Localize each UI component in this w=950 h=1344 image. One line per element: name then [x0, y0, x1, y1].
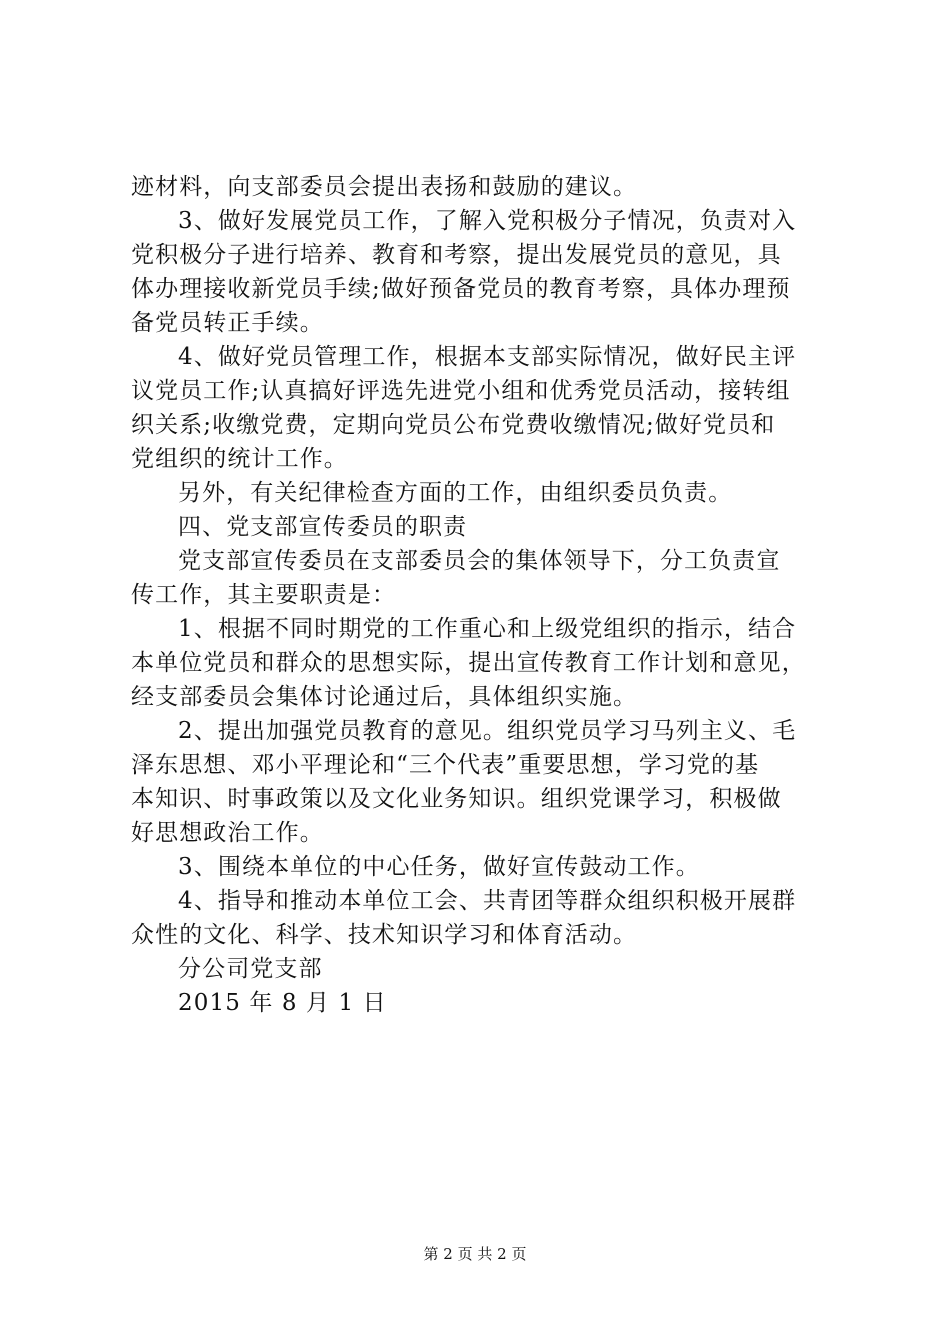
paragraph-line: 本单位党员和群众的思想实际，提出宣传教育工作计划和意见，	[131, 650, 806, 676]
paragraph-line: 议党员工作;认真搞好评选先进党小组和优秀党员活动，接转组	[131, 378, 791, 404]
paragraph-line: 3、做好发展党员工作，了解入党积极分子情况，负责对入	[178, 208, 797, 234]
signature-date: 2015 年 8 月 1 日	[178, 990, 387, 1016]
paragraph-line: 本知识、时事政策以及文化业务知识。组织党课学习，积极做	[131, 786, 782, 812]
paragraph-line: 经支部委员会集体讨论通过后，具体组织实施。	[131, 684, 638, 710]
paragraph-line: 党组织的统计工作。	[131, 446, 348, 472]
signature-organization: 分公司党支部	[178, 956, 323, 982]
paragraph-line: 3、围绕本单位的中心任务，做好宣传鼓动工作。	[178, 854, 700, 880]
paragraph-line: 迹材料，向支部委员会提出表扬和鼓励的建议。	[131, 174, 638, 200]
section-heading: 四、党支部宣传委员的职责	[178, 514, 468, 540]
paragraph-line: 2、提出加强党员教育的意见。组织党员学习马列主义、毛	[178, 718, 797, 744]
paragraph-line: 另外，有关纪律检查方面的工作，由组织委员负责。	[178, 480, 733, 506]
paragraph-line: 体办理接收新党员手续;做好预备党员的教育考察，具体办理预	[131, 276, 791, 302]
paragraph-line: 众性的文化、科学、技术知识学习和体育活动。	[131, 922, 638, 948]
page-footer: 第 2 页 共 2 页	[423, 1245, 527, 1263]
document-body	[131, 170, 831, 1020]
paragraph-line: 党支部宣传委员在支部委员会的集体领导下，分工负责宣	[178, 548, 781, 574]
paragraph-line: 1、根据不同时期党的工作重心和上级党组织的指示，结合	[178, 616, 797, 642]
paragraph-line: 4、做好党员管理工作，根据本支部实际情况，做好民主评	[178, 344, 797, 370]
paragraph-line: 党积极分子进行培养、教育和考察，提出发展党员的意见，具	[131, 242, 782, 268]
paragraph-line: 备党员转正手续。	[131, 310, 324, 336]
paragraph-line: 传工作，其主要职责是：	[131, 582, 397, 608]
paragraph-line: 4、指导和推动本单位工会、共青团等群众组织积极开展群	[178, 888, 797, 914]
paragraph-line: 好思想政治工作。	[131, 820, 324, 846]
paragraph-line: 泽东思想、邓小平理论和“三个代表”重要思想，学习党的基	[131, 752, 760, 778]
paragraph-line: 织关系;收缴党费，定期向党员公布党费收缴情况;做好党员和	[131, 412, 776, 438]
